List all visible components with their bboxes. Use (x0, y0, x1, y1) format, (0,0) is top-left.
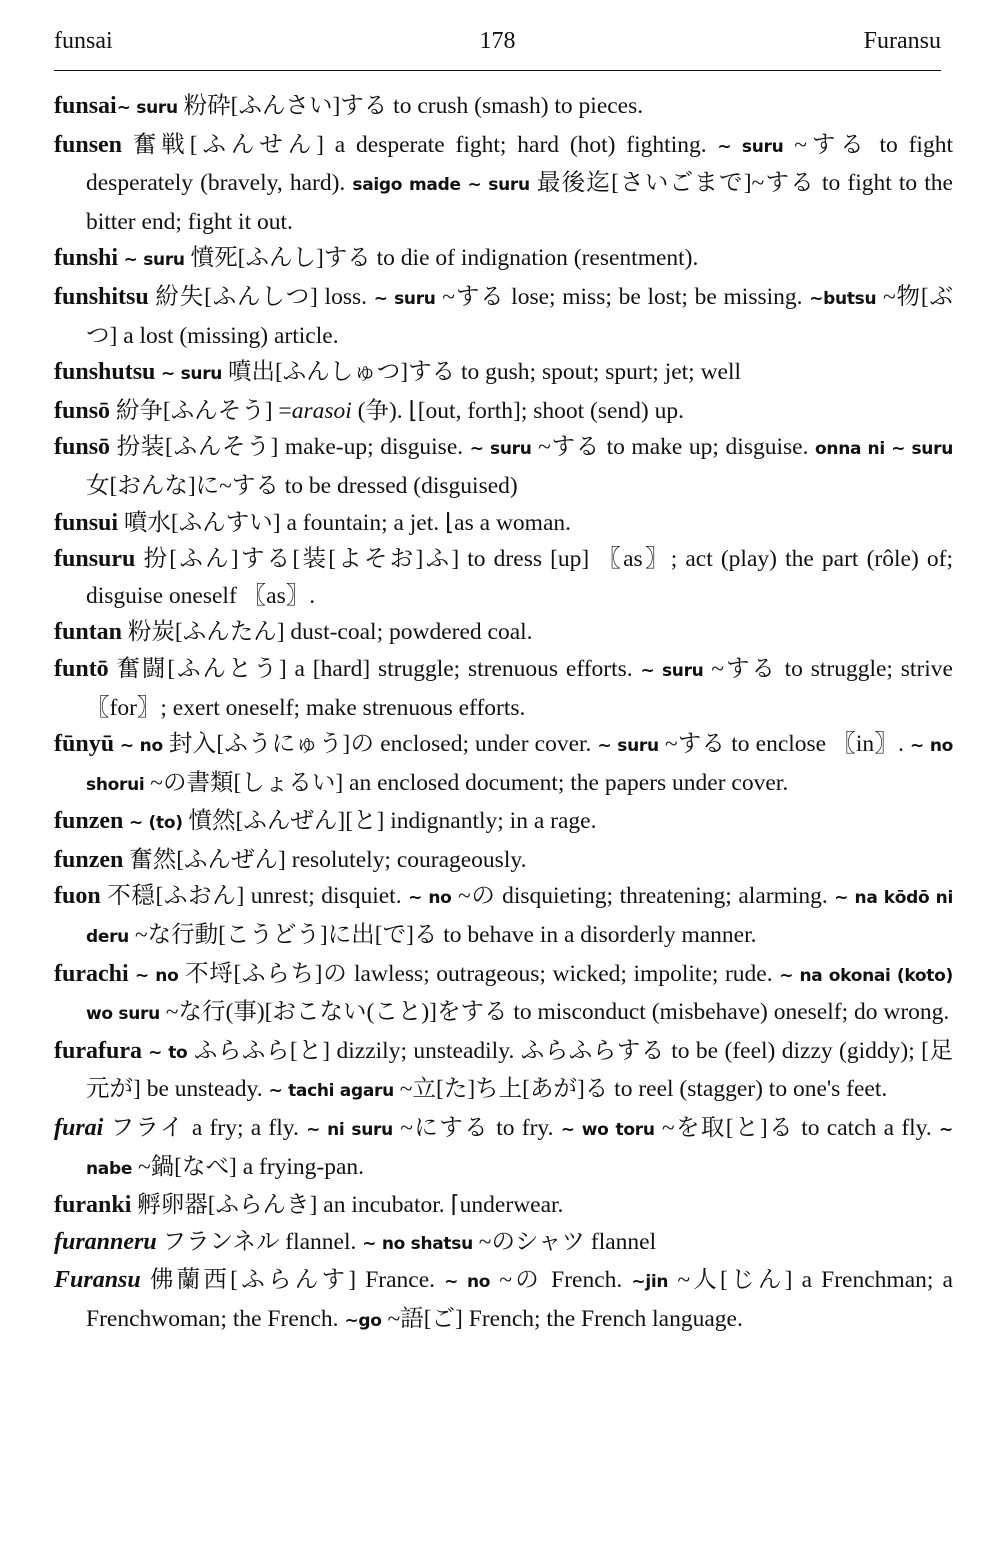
entry-text: ~する to enclose 〖in〗. (658, 731, 911, 758)
romanized-phrase: ~ nabe (86, 1120, 953, 1179)
dictionary-entry (54, 878, 953, 955)
romanized-phrase: ~ suru (717, 136, 784, 157)
romanized-phrase: ~ suru (469, 439, 532, 460)
romanized-phrase: ~ ni suru (306, 1120, 393, 1141)
dictionary-entry (54, 393, 953, 430)
dictionary-entry (54, 429, 953, 504)
entry-text: 奮戦[ふんせん] a desperate fight; hard (hot) fighting. (122, 131, 718, 158)
page-number: 178 (479, 28, 516, 54)
entry-text: 封入[ふうにゅう]の enclosed; under cover. (162, 731, 598, 758)
entry-text: (争). ⌊[out, forth]; shoot (send) up. (351, 397, 685, 424)
romanized-phrase: ~ (to) (123, 813, 183, 834)
entry-text: ~する lose; miss; be lost; be missing. (435, 283, 810, 310)
dictionary-entry (54, 1224, 953, 1263)
entry-headword: fūnyū (54, 731, 115, 758)
romanized-phrase: ~ na kōdō ni deru (86, 888, 953, 948)
entry-headword: funshitsu (54, 283, 149, 310)
dictionary-entry (54, 240, 953, 279)
entry-headword: funsui (54, 509, 119, 536)
romanized-phrase: ~ suru (373, 288, 436, 309)
dictionary-entry (54, 354, 953, 393)
entry-headword: furafura (54, 1037, 142, 1064)
romanized-phrase: ~ suru (640, 660, 704, 681)
romanized-phrase: ~ na okonai (koto) wo suru (86, 965, 953, 1025)
dictionary-entry (54, 842, 953, 879)
romanized-phrase: ~ no (128, 965, 179, 986)
entry-text: 粉砕[ふんさい]する to crush (smash) to pieces. (177, 93, 644, 119)
romanized-phrase: ~ no shatsu (362, 1233, 473, 1254)
entry-text: 扮装[ふんそう] make-up; disguise. (110, 434, 470, 461)
entry-text: フランネル flannel. (156, 1228, 363, 1255)
romanized-phrase: ~ tachi agaru (268, 1081, 394, 1102)
entry-text: フライ a fry; a fly. (103, 1115, 307, 1142)
entry-text: ~立[た]ち上[あが]る to reel (stagger) to one's feet. (393, 1076, 888, 1103)
header-right-guideword: Furansu (863, 28, 941, 54)
romanized-phrase: ~ suru (116, 98, 178, 118)
entry-text: ~の disquieting; threatening; alarming. (451, 883, 835, 910)
dictionary-entry (54, 88, 953, 127)
entry-text: ~する to make up; disguise. (531, 434, 816, 461)
header-rule (54, 70, 941, 71)
entry-text: ~のシャツ flannel (472, 1228, 657, 1255)
dictionary-entry (54, 1262, 953, 1339)
entry-headword: funsai (54, 93, 117, 119)
entry-text: 粉炭[ふんたん] dust-coal; powdered coal. (122, 619, 533, 646)
entry-headword: furai (54, 1115, 104, 1142)
romanized-phrase: ~ no (444, 1272, 491, 1293)
cross-reference: arasoi (291, 397, 352, 424)
entry-headword: funshutsu (54, 359, 156, 386)
entry-headword: funsuru (54, 546, 136, 573)
romanized-phrase: saigo made ~ suru (352, 175, 530, 196)
entry-text: 憤死[ふんし]する to die of indignation (resentment). (184, 245, 699, 272)
entry-text: ~物[ぶつ] a lost (missing) article. (86, 283, 953, 349)
romanized-phrase: ~ suru (155, 364, 223, 385)
dictionary-entry (54, 279, 953, 354)
entry-text: ~にする to fry. (392, 1115, 561, 1142)
entry-text: ~する to fight desperately (bravely, hard). (86, 131, 953, 197)
entry-text: 最後迄[さいごまで]~する to fight to the bitter end; fight it out. (86, 170, 953, 235)
dictionary-entry (54, 726, 953, 803)
entry-headword: funshi (54, 245, 119, 272)
romanized-phrase: ~ no (408, 888, 452, 909)
entry-text: ~鍋[なべ] a frying-pan. (132, 1153, 365, 1180)
romanized-phrase: ~ no shorui (86, 736, 953, 795)
romanized-phrase: ~ suru (118, 250, 185, 271)
dictionary-entry (54, 1033, 953, 1110)
entry-headword: funsen (54, 131, 123, 158)
entry-text: ふらふら[と] dizzily; unsteadily. ふらふらする to be (feel) dizzy (giddy); [足元が] be unsteady. (86, 1037, 953, 1103)
entry-text: ~の書類[しょるい] an enclosed document; the papers under cover. (144, 769, 789, 796)
entry-text: 噴出[ふんしゅつ]する to gush; spout; spurt; jet; well (222, 359, 742, 386)
entry-headword: funsō (54, 434, 111, 461)
entry-headword: fuon (54, 883, 101, 910)
entry-headword: funtō (54, 655, 109, 682)
romanized-phrase: onna ni ~ suru (815, 439, 953, 460)
dictionary-entry (54, 1187, 953, 1224)
entry-text: ~な行動[こうどう]に出[で]る to behave in a disorderly manner. (129, 922, 757, 949)
entry-headword: funsō (54, 397, 111, 424)
dictionary-entry (54, 127, 953, 241)
entry-text: 紛失[ふんしつ] loss. (148, 283, 374, 310)
entry-text: 奮闘[ふんとう] a [hard] struggle; strenuous efforts. (108, 655, 641, 682)
entry-text: ~人[じん] a Frenchman; a Frenchwoman; the French. (86, 1267, 953, 1332)
entry-headword: furachi (54, 960, 129, 987)
dictionary-entry (54, 803, 953, 842)
entry-text: ~な行(事)[おこない(こと)]をする to misconduct (misbehave) oneself; do wrong. (159, 999, 950, 1026)
dictionary-entry (54, 505, 953, 542)
entry-list (54, 88, 953, 1340)
romanized-phrase: ~ suru (597, 736, 659, 757)
romanized-phrase: ~butsu (809, 288, 877, 309)
romanized-phrase: ~jin (631, 1272, 669, 1293)
dictionary-entry (54, 1110, 953, 1187)
entry-headword: furanki (54, 1192, 132, 1219)
romanized-phrase: ~ to (141, 1042, 188, 1063)
header-left-guideword: funsai (54, 28, 113, 54)
entry-text: 奮然[ふんぜん] resolutely; courageously. (123, 846, 527, 873)
entry-text: 孵卵器[ふらんき] an incubator. ⌈underwear. (131, 1192, 564, 1219)
entry-text: 噴水[ふんすい] a fountain; a jet. ⌊as a woman. (118, 509, 571, 536)
entry-headword: furanneru (54, 1228, 157, 1255)
dictionary-entry (54, 541, 953, 614)
running-header (54, 28, 941, 64)
entry-headword: funzen (54, 808, 124, 835)
dictionary-entry (54, 651, 953, 726)
entry-text: 不穏[ふおん] unrest; disquiet. (100, 883, 409, 910)
entry-text: 女[おんな]に~する to be dressed (disguised) (86, 472, 518, 499)
romanized-phrase: ~ no (114, 736, 163, 757)
entry-headword: funtan (54, 619, 123, 646)
entry-text: 不埒[ふらち]の lawless; outrageous; wicked; impolite; rude. (178, 960, 780, 987)
entry-headword: funzen (54, 846, 124, 873)
entry-text: 佛蘭西[ふらんす] France. (140, 1267, 445, 1294)
entry-text: ~語[ご] French; the French language. (381, 1306, 743, 1332)
dictionary-entry (54, 614, 953, 651)
entry-headword: Furansu (54, 1267, 141, 1294)
romanized-phrase: ~go (344, 1311, 382, 1331)
dictionary-entry (54, 956, 953, 1033)
entry-text: ~する to struggle; strive 〖for〗; exert oneself; make strenuous efforts. (86, 655, 953, 721)
entry-text: ~を取[と]る to catch a fly. (654, 1115, 940, 1142)
entry-text: 扮[ふん]する[装[よそお]ふ] to dress [up] 〖as〗; act (play) the part (rôle) of; disguise oneself 〖as〗. (86, 546, 953, 609)
romanized-phrase: ~ wo toru (560, 1120, 655, 1141)
entry-text: 紛争[ふんそう] = (110, 397, 292, 424)
entry-text: 憤然[ふんぜん][と] indignantly; in a rage. (182, 808, 597, 835)
entry-text: ~の French. (490, 1267, 632, 1294)
